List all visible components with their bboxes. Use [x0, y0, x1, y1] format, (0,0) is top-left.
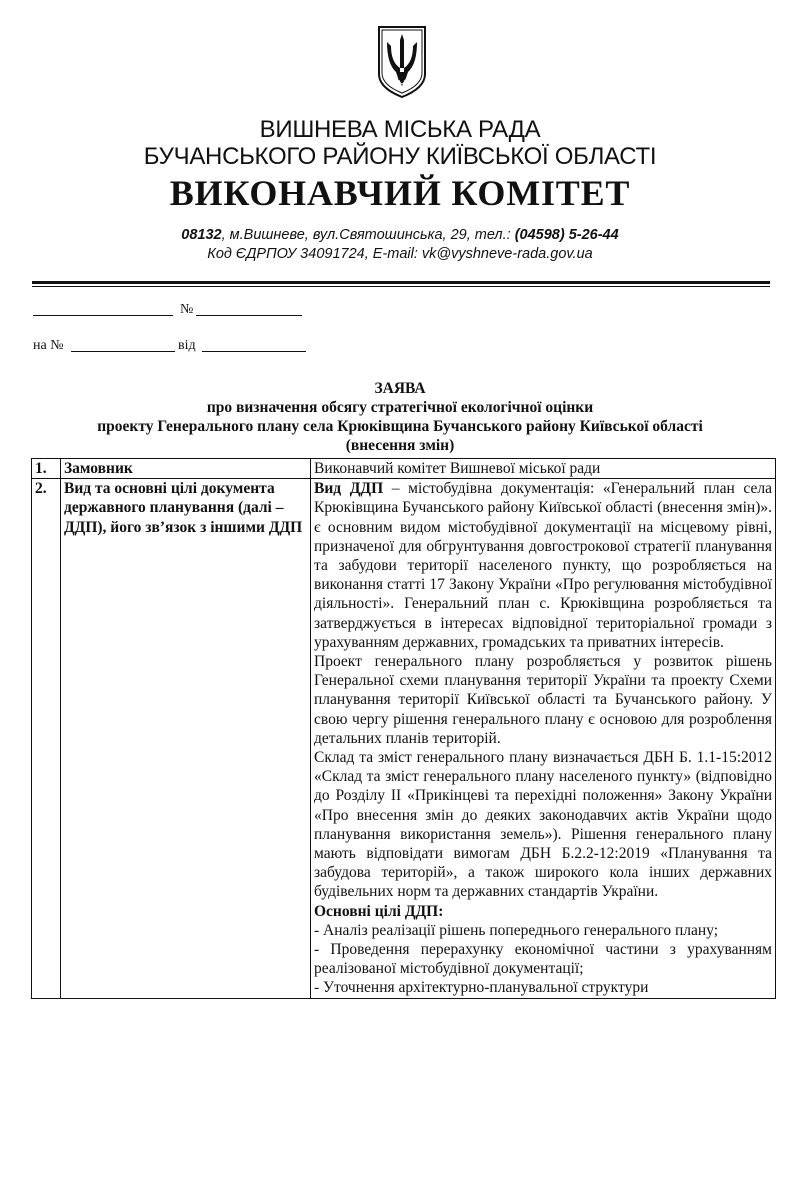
- edrpou-email-line: Код ЄДРПОУ 34091724, E-mail: vk@vyshneve-rada.gov.ua: [207, 246, 593, 262]
- executive-committee-title: ВИКОНАВЧИЙ КОМІТЕТ: [169, 173, 631, 213]
- list-item: - Аналіз реалізації рішень попереднього генерального плану;: [314, 921, 719, 939]
- address-line: 08132, м.Вишневе, вул.Святошинська, 29, тел.: (04598) 5-26-44: [181, 227, 619, 243]
- header-divider-thick: [32, 281, 770, 284]
- table-row: [32, 479, 776, 998]
- reference-date-word: від: [178, 338, 196, 353]
- row-label: Замовник: [61, 459, 311, 479]
- composition-paragraph: Склад та зміст генерального плану визначається ДБН Б. 1.1-15:2012 «Склад та зміст генерального плану населеного пункту» (відповідно до Розділу ІІ «Прикінцеві та перехідні положення» Закону України «Про внесення змін до деяких законодавчих актів України щодо планування використання земель»). Рішення генерального плану мають відповідати вимогам ДБН Б.2.2-12:2019 «Планування та забудова територій», а також широкого кола інших державних будівельних норм та державних стандартів України.: [314, 749, 772, 901]
- document-title: ЗАЯВА: [374, 380, 426, 397]
- row-label: Вид та основні цілі документа державного планування (далі – ДДП), його зв’язок з іншими ДДП: [61, 479, 311, 998]
- development-paragraph: Проект генерального плану розробляється у розвиток рішень Генеральної схеми планування території України та проекту Схеми планування території Київської області та Бучанського району. У свою чергу рішення генерального плану є основою для розроблення детальних планів територій.: [314, 653, 772, 747]
- council-name-line2: БУЧАНСЬКОГО РАЙОНУ КИЇВСЬКОЇ ОБЛАСТІ: [143, 143, 657, 170]
- document-subtitle-line3: (внесення змін): [345, 437, 455, 454]
- document-subtitle-line2: проекту Генерального плану села Крюківщина Бучанського району Київської області: [97, 418, 703, 435]
- list-item: - Уточнення архітектурно-планувальної структури: [314, 979, 649, 997]
- number-sign: №: [180, 302, 194, 317]
- ddp-type-paragraph: Вид ДДП – містобудівна документація: «Генеральний план села Крюківщина Бучанського району Київської області (внесення змін)». є основним видом містобудівної документації на місцевому рівні, призначеної для обгрунтування довгострокової стратегії планування та забудови території населеного пункту, що розробляється на виконання статті 17 Закону України «Про регулювання містобудівної діяльності». Генеральний план с. Крюківщина розробляється та затверджується в інтересах відповідної територіальної громади з урахуванням державних, громадських та приватних інтересів.: [314, 480, 772, 651]
- row-value: Виконавчий комітет Вишневої міської ради: [311, 459, 776, 479]
- reference-date-line: [202, 351, 306, 352]
- council-name-line1: ВИШНЕВА МІСЬКА РАДА: [259, 116, 541, 143]
- reference-number-line: [71, 351, 175, 352]
- outgoing-date-line: [33, 315, 173, 316]
- outgoing-number-line: [196, 315, 302, 316]
- row-number: 2.: [32, 479, 61, 998]
- coat-of-arms-trident-icon: [376, 24, 428, 100]
- application-table: [31, 458, 776, 999]
- table-row: [32, 459, 776, 479]
- reference-prefix: на №: [33, 338, 64, 353]
- document-subtitle-line1: про визначення обсягу стратегічної екологічної оцінки: [206, 399, 594, 416]
- goals-heading: Основні цілі ДДП:: [314, 902, 444, 920]
- list-item: - Проведення перерахунку економічної частини з урахуванням реалізованої містобудівної документації;: [314, 941, 772, 978]
- header-divider-thin: [32, 286, 770, 287]
- row-number: 1.: [32, 459, 61, 479]
- row-value: [311, 479, 776, 998]
